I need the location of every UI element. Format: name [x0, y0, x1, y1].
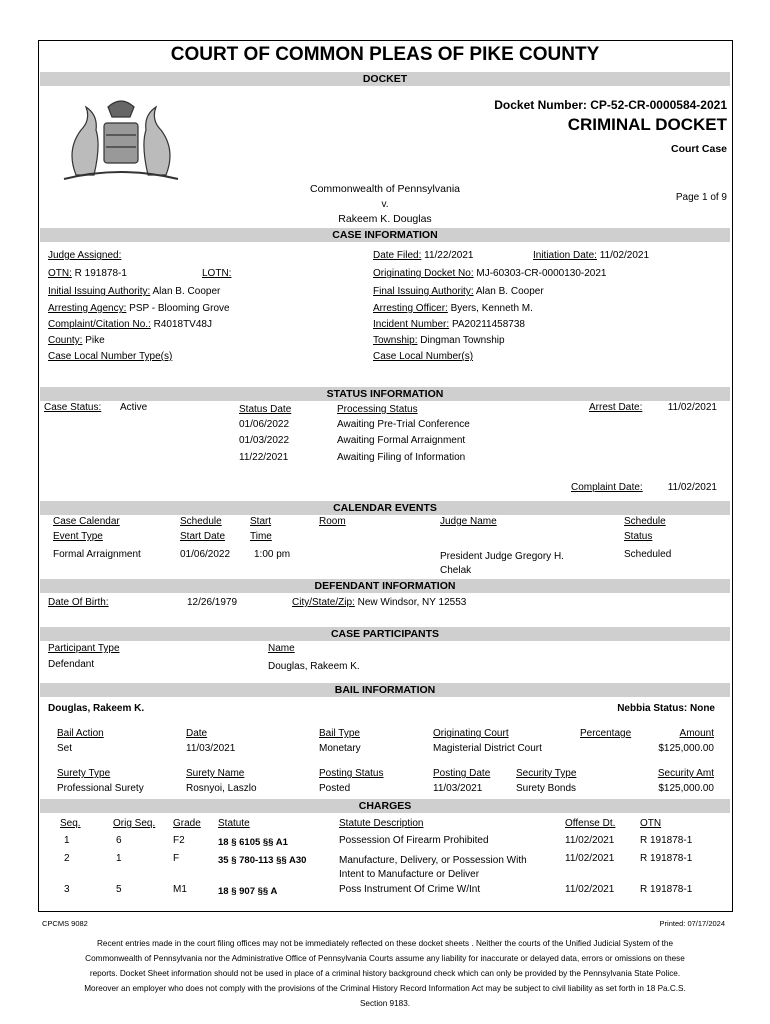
bail-type: Monetary [319, 743, 361, 754]
lotn-label: LOTN: [202, 268, 232, 279]
surety-type: Professional Surety [57, 783, 144, 794]
nebbia-status: Nebbia Status: None [617, 703, 715, 714]
bail-action: Set [57, 743, 73, 754]
complaint-number: R4018TV48J [153, 319, 212, 330]
otn-label: OTN: [48, 268, 72, 279]
court-case-label: Court Case [670, 143, 727, 155]
status-row-date: 01/03/2022 [239, 435, 290, 446]
originating-court: Magisterial District Court [433, 743, 542, 754]
start-time-header: Time [250, 531, 272, 542]
orig-docket-label: Originating Docket No: [373, 268, 474, 279]
statute-header: Statute [218, 818, 250, 829]
local-number-label: Case Local Number(s) [373, 351, 474, 362]
township: Dingman Township [420, 335, 505, 346]
local-number-type-label: Case Local Number Type(s) [48, 351, 173, 362]
calendar-status: Scheduled [624, 549, 672, 560]
charge-orig-seq: 5 [116, 884, 122, 895]
bail-defendant-name: Douglas, Rakeem K. [48, 703, 145, 714]
status-row-date: 11/22/2021 [239, 452, 289, 463]
city-state-zip-label: City/State/Zip: [292, 597, 355, 608]
calendar-event-header: Case Calendar [53, 516, 120, 527]
caption-v: v. [381, 199, 389, 210]
charge-description: Manufacture, Delivery, or Possession With [339, 855, 527, 866]
arresting-officer-label: Arresting Officer: [373, 303, 448, 314]
percentage-header: Percentage [580, 728, 632, 739]
posting-status: Posted [319, 783, 351, 794]
originating-court-header: Originating Court [433, 728, 509, 739]
grade-header: Grade [173, 818, 201, 829]
final-authority-label: Final Issuing Authority: [373, 286, 474, 297]
participant-name-header: Name [268, 643, 295, 654]
arresting-agency-label: Arresting Agency: [48, 303, 127, 314]
charge-otn: R 191878-1 [640, 835, 693, 846]
orig-seq-header: Orig Seq. [113, 818, 156, 829]
status-row-status: Awaiting Filing of Information [337, 452, 466, 463]
county-label: County: [48, 335, 83, 346]
calendar-event-type: Formal Arraignment [53, 549, 141, 560]
room-header: Room [319, 516, 346, 527]
schedule-status-header: Schedule [624, 516, 666, 527]
docket-band: DOCKET [40, 72, 730, 86]
case-status: Active [120, 402, 148, 413]
charge-orig-seq: 6 [116, 835, 122, 846]
dob-value: 12/26/1979 [187, 597, 238, 608]
calendar-event-header: Event Type [53, 531, 103, 542]
posting-date: 11/03/2021 [433, 783, 483, 794]
orig-docket: MJ-60303-CR-0000130-2021 [476, 268, 607, 279]
incident-number: PA20211458738 [451, 319, 525, 330]
case-information-band: CASE INFORMATION [40, 228, 730, 242]
charge-offense-date: 11/02/2021 [565, 835, 615, 846]
complaint-date: 11/02/2021 [667, 482, 717, 493]
charge-otn-header: OTN [640, 818, 662, 829]
disclaimer: Recent entries made in the court filing offices may not be immediately reflected on these docket sheets . Neither the courts of the Unified Judicial System of the Commonwealth of Pennsylvania nor the Administrative Office of Pennsylvania Courts assume any liability for inaccurate or delayed data, errors or omissions on these reports. Docket Sheet information should not be used in place of a criminal history background check which can only be provided by the Pennsylvania State Police. Moreover an employer who does not comply with the provisions of the Criminal History Record Information Act may be subject to civil liability as set forth in 18 Pa.C.S. Section 9183. [84, 939, 686, 1008]
calendar-events-band: CALENDAR EVENTS [40, 501, 730, 515]
calendar-judge-name: President Judge Gregory H. [440, 551, 564, 562]
initiation-date: 11/02/2021 [599, 250, 650, 261]
schedule-status-header: Status [624, 531, 653, 542]
schedule-date-header: Schedule [180, 516, 222, 527]
status-information-band: STATUS INFORMATION [40, 387, 730, 401]
complaint-date-label: Complaint Date: [571, 482, 643, 493]
initial-authority-label: Initial Issuing Authority: [48, 286, 151, 297]
charge-otn: R 191878-1 [640, 884, 693, 895]
security-amt-header: Security Amt [657, 768, 714, 779]
bail-amount: $125,000.00 [658, 743, 714, 754]
court-title: COURT OF COMMON PLEAS OF PIKE COUNTY [170, 44, 600, 65]
status-row-status: Awaiting Formal Arraignment [337, 435, 466, 446]
security-amount: $125,000.00 [658, 783, 714, 794]
dob-label: Date Of Birth: [48, 597, 109, 608]
calendar-start-time: 1:00 pm [254, 549, 291, 560]
judge-name-header: Judge Name [440, 516, 497, 527]
charge-statute: 35 § 780-113 §§ A30 [218, 855, 307, 866]
charge-statute: 18 § 907 §§ A [218, 886, 278, 897]
charge-orig-seq: 1 [116, 853, 122, 864]
pennsylvania-seal-icon [56, 95, 186, 185]
charge-description-cont: Intent to Manufacture or Deliver [339, 869, 480, 880]
calendar-start-date: 01/06/2022 [180, 549, 231, 560]
charge-seq: 3 [64, 884, 70, 895]
city-state-zip: New Windsor, NY 12553 [357, 597, 467, 608]
otn-value: R 191878-1 [74, 268, 127, 279]
charges-band: CHARGES [40, 799, 730, 813]
status-date-header: Status Date [239, 404, 292, 415]
date-filed: 11/22/2021 [424, 250, 474, 261]
charge-otn: R 191878-1 [640, 853, 693, 864]
bail-information-band: BAIL INFORMATION [40, 683, 730, 697]
offense-date-header: Offense Dt. [565, 818, 616, 829]
charge-description: Possession Of Firearm Prohibited [339, 835, 489, 846]
status-row-date: 01/06/2022 [239, 419, 290, 430]
judge-assigned-label: Judge Assigned: [48, 250, 122, 261]
criminal-docket-title: CRIMINAL DOCKET [567, 115, 727, 134]
arresting-agency: PSP - Blooming Grove [129, 303, 230, 314]
status-row-status: Awaiting Pre-Trial Conference [337, 419, 470, 430]
seq-header: Seq. [60, 818, 81, 829]
charge-seq: 1 [64, 835, 70, 846]
charge-description: Poss Instrument Of Crime W/Int [339, 884, 481, 895]
charge-grade: M1 [173, 884, 187, 895]
bail-type-header: Bail Type [319, 728, 360, 739]
processing-status-header: Processing Status [337, 404, 418, 415]
arrest-date-label: Arrest Date: [589, 402, 643, 413]
bail-date: 11/03/2021 [186, 743, 236, 754]
statute-description-header: Statute Description [339, 818, 424, 829]
printed-date: Printed: 07/17/2024 [659, 919, 725, 928]
arrest-date: 11/02/2021 [667, 402, 717, 413]
start-time-header: Start [250, 516, 272, 527]
charge-grade: F [173, 853, 180, 864]
charge-statute: 18 § 6105 §§ A1 [218, 837, 288, 848]
township-label: Township: [373, 335, 418, 346]
schedule-date-header: Start Date [180, 531, 226, 542]
complaint-label: Complaint/Citation No.: [48, 319, 151, 330]
case-status-label: Case Status: [44, 402, 102, 413]
docket-number: Docket Number: CP-52-CR-0000584-2021 [494, 98, 727, 112]
case-participants-band: CASE PARTICIPANTS [40, 627, 730, 641]
security-type-header: Security Type [516, 768, 577, 779]
defendant-information-band: DEFENDANT INFORMATION [40, 579, 730, 593]
calendar-judge-name: Chelak [440, 565, 472, 576]
initiation-date-label: Initiation Date: [533, 250, 597, 261]
posting-status-header: Posting Status [319, 768, 384, 779]
date-filed-label: Date Filed: [373, 250, 422, 261]
caption-defendant: Rakeem K. Douglas [338, 213, 432, 225]
page-number: Page 1 of 9 [675, 192, 727, 203]
bail-action-header: Bail Action [57, 728, 104, 739]
county: Pike [85, 335, 105, 346]
caption-commonwealth: Commonwealth of Pennsylvania [310, 183, 460, 195]
charge-offense-date: 11/02/2021 [565, 884, 615, 895]
surety-name-header: Surety Name [186, 768, 245, 779]
participant-type: Defendant [48, 659, 95, 670]
participant-name: Douglas, Rakeem K. [268, 661, 360, 672]
charge-grade: F2 [173, 835, 185, 846]
form-number: CPCMS 9082 [42, 919, 88, 928]
security-type: Surety Bonds [516, 783, 577, 794]
participant-type-header: Participant Type [48, 643, 120, 654]
surety-type-header: Surety Type [57, 768, 111, 779]
arresting-officer: Byers, Kenneth M. [450, 303, 533, 314]
incident-label: Incident Number: [373, 319, 450, 330]
initial-authority: Alan B. Cooper [152, 286, 221, 297]
amount-header: Amount [679, 728, 714, 739]
posting-date-header: Posting Date [433, 768, 491, 779]
final-authority: Alan B. Cooper [475, 286, 544, 297]
charge-seq: 2 [64, 853, 70, 864]
charge-offense-date: 11/02/2021 [565, 853, 615, 864]
surety-name: Rosnyoi, Laszlo [186, 783, 257, 794]
bail-date-header: Date [186, 728, 208, 739]
